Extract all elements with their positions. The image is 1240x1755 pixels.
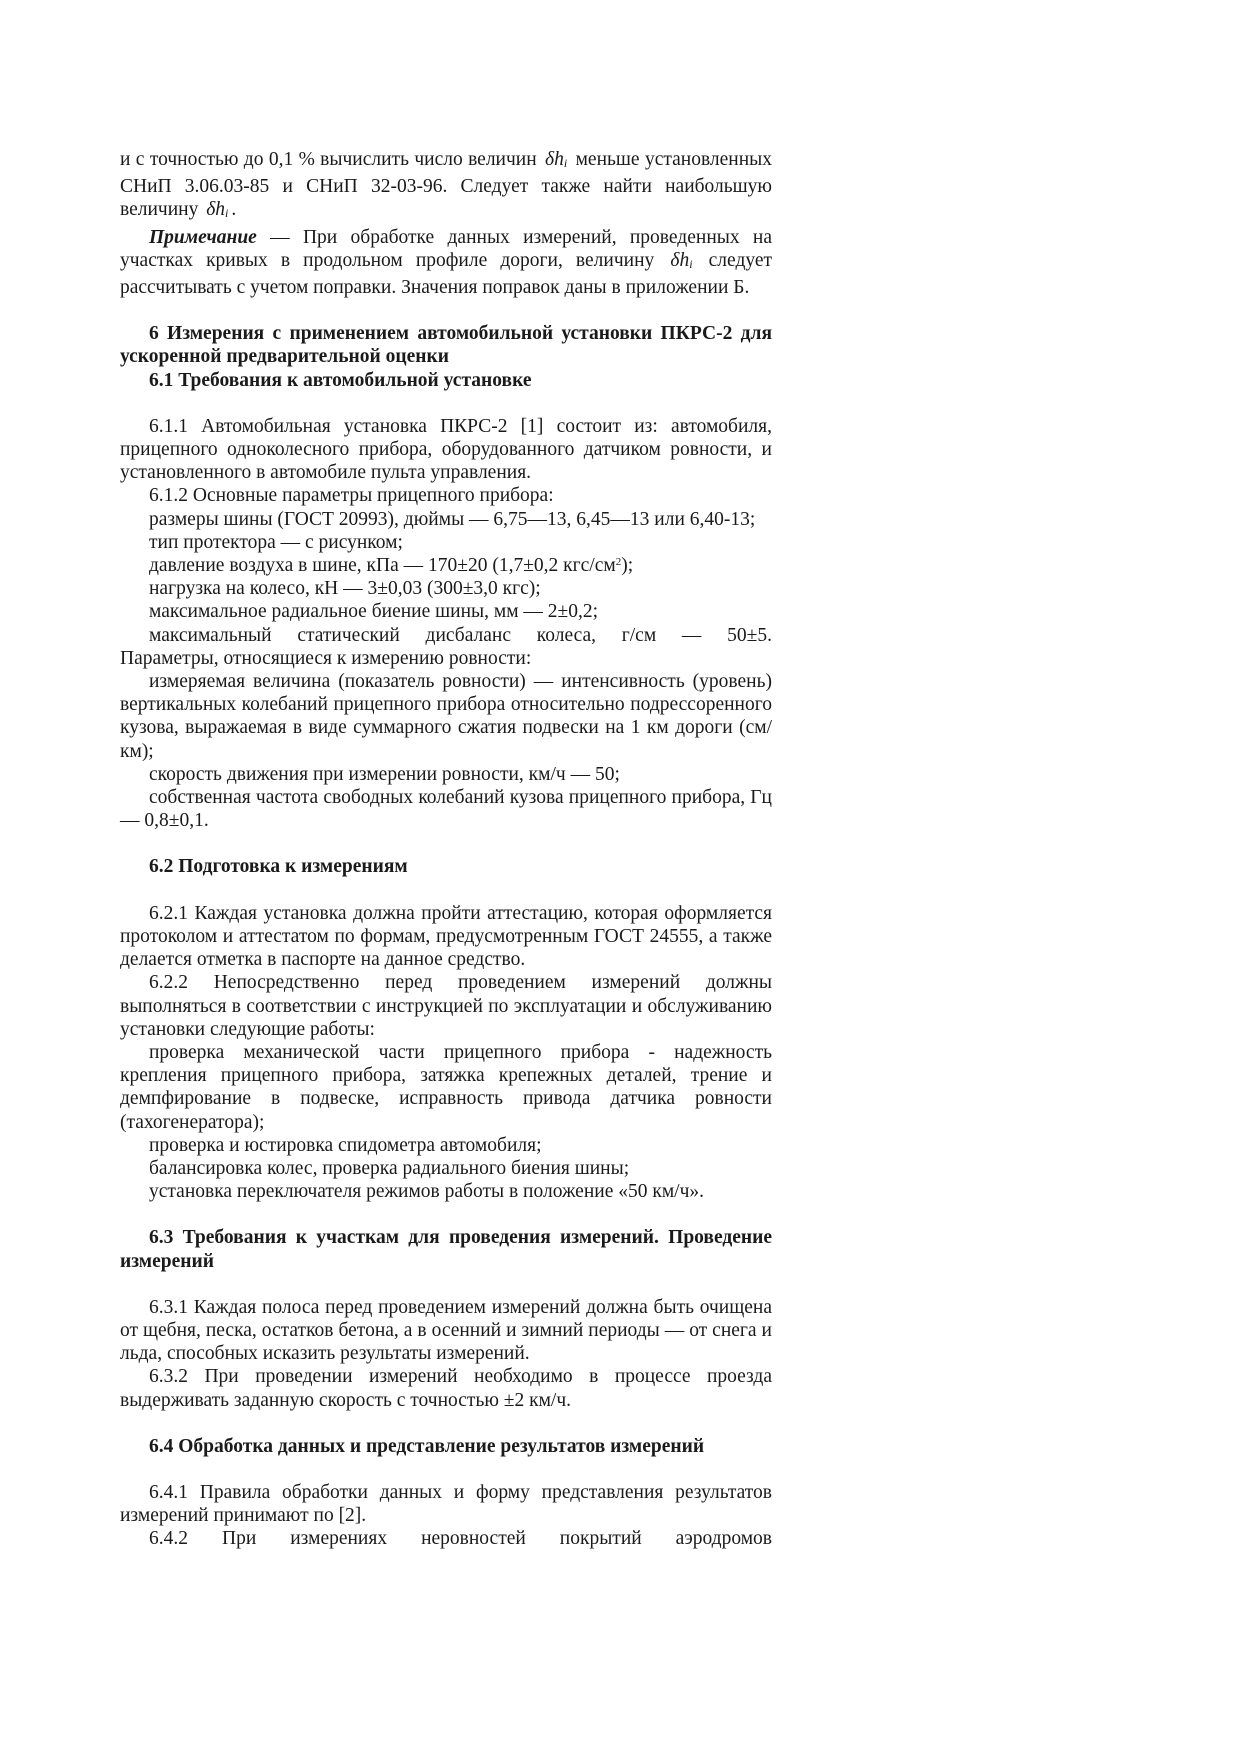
- paragraph-6-2-2: 6.2.2 Непосредственно перед проведением измерений должны выполняться в соответствии с инструкцией по эксплуатации и обслуживанию установки следующие работы:: [120, 972, 772, 1040]
- paragraph-6-4-2: 6.4.2 При измерениях неровностей покрытий аэродромов: [149, 1528, 772, 1550]
- list-item-tread: тип протектора — с рисунком;: [149, 531, 403, 553]
- list-item-freq: собственная частота свободных колебаний кузова прицепного прибора, Гц — 0,8±0,1.: [120, 787, 772, 832]
- list-item-measured: измеряемая величина (показатель ровности) — интенсивность (уровень) вертикальных колебаний прицепного прибора относительно подрессоренного кузова, выражаемая в виде суммарного сжатия подвески на 1 км дороги (см/км);: [120, 671, 772, 762]
- subsection-heading-6-1: 6.1 Требования к автомобильной установке: [149, 369, 532, 391]
- list-item-mech: проверка механической части прицепного прибора - надежность крепления прицепного прибора, затяжка крепежных деталей, трение и демпфирование в подвеске, исправность привода датчика ровности (тахогенератора);: [120, 1041, 772, 1133]
- list-item-load: нагрузка на колесо, кН — 3±0,03 (300±3,0 кгс);: [149, 578, 541, 600]
- text-run: .: [231, 199, 237, 221]
- list-item-pressure: давление воздуха в шине, кПа — 170±20 (1,7±0,2 кгс/$см^2$);: [149, 555, 634, 577]
- list-item-runout: максимальное радиальное биение шины, мм — 2±0,2;: [149, 601, 599, 623]
- formula-delta-h: $\delta h_i$: [545, 149, 568, 170]
- section-heading-6: 6 Измерения с применением автомобильной установки ПКРС-2 для ускоренной предварительной оценки: [120, 323, 772, 368]
- formula-delta-h: $\delta h_i$: [206, 199, 229, 221]
- paragraph-6-3-2: 6.3.2 При проведении измерений необходимо в процессе проезда выдерживать заданную скорость с точностью ±2 км/ч.: [120, 1366, 772, 1411]
- subsection-heading-6-3: 6.3 Требования к участкам для проведения измерений. Проведение измерений: [120, 1227, 772, 1272]
- text-run: меньше установленных СНиП 3.06.03-85 и СНиП 32-03-96. Следует также найти наибольшую величину: [120, 149, 773, 221]
- list-item-speedo: проверка и юстировка спидометра автомобиля;: [149, 1134, 542, 1156]
- paragraph-6-3-1: 6.3.1 Каждая полоса перед проведением измерений должна быть очищена от щебня, песка, остатков бетона, а в осенний и зимний периоды — от снега и льда, способных исказить результаты измерений.: [120, 1296, 772, 1365]
- list-item-speed: скорость движения при измерении ровности, км/ч — 50;: [149, 763, 620, 785]
- list-item-tire-size: размеры шины (ГОСТ 20993), дюймы — 6,75—13, 6,45—13 или 6,40-13;: [149, 508, 756, 530]
- note-label: Примечание: [149, 226, 257, 248]
- formula-delta-h: $\delta h_i$: [670, 249, 693, 271]
- text-run: — При обработке данных измерений, проведенных на участках кривых в продольном профиле дороги, величину: [120, 226, 773, 271]
- paragraph-6-1-2: 6.1.2 Основные параметры прицепного прибора:: [149, 485, 554, 507]
- list-item-switch: установка переключателя режимов работы в положение «50 км/ч».: [149, 1181, 705, 1203]
- list-item-balance: балансировка колес, проверка радиального биения шины;: [149, 1157, 630, 1179]
- list-item-imbalance: максимальный статический дисбаланс колеса, г/см — 50±5.: [149, 624, 772, 646]
- subsection-heading-6-4: 6.4 Обработка данных и представление результатов измерений: [149, 1435, 705, 1457]
- document-page: [120, 148, 772, 1551]
- paragraph-6-2-1: 6.2.1 Каждая установка должна пройти аттестацию, которая оформляется протоколом и аттестатом по формам, предусмотренным ГОСТ 24555, а также делается отметка в паспорте на данное средство.: [120, 902, 772, 971]
- text-run: следует рассчитывать с учетом поправки. Значения поправок даны в приложении Б.: [120, 249, 773, 299]
- paragraph-6-1-1: 6.1.1 Автомобильная установка ПКРС-2 [1] состоит из: автомобиля, прицепного одноколесного прибора, оборудованного датчиком ровности, и установленного в автомобиле пульта управления.: [120, 415, 772, 484]
- paragraph-6-4-1: 6.4.1 Правила обработки данных и форму представления результатов измерений принимают по [2].: [120, 1481, 772, 1527]
- note-paragraph: [120, 226, 772, 300]
- text-run: и с точностью до 0,1 % вычислить число величин: [120, 149, 537, 170]
- paragraph-params: Параметры, относящиеся к измерению ровности:: [120, 647, 532, 669]
- subsection-heading-6-2: 6.2 Подготовка к измерениям: [149, 856, 408, 878]
- paragraph-intro: [120, 148, 772, 226]
